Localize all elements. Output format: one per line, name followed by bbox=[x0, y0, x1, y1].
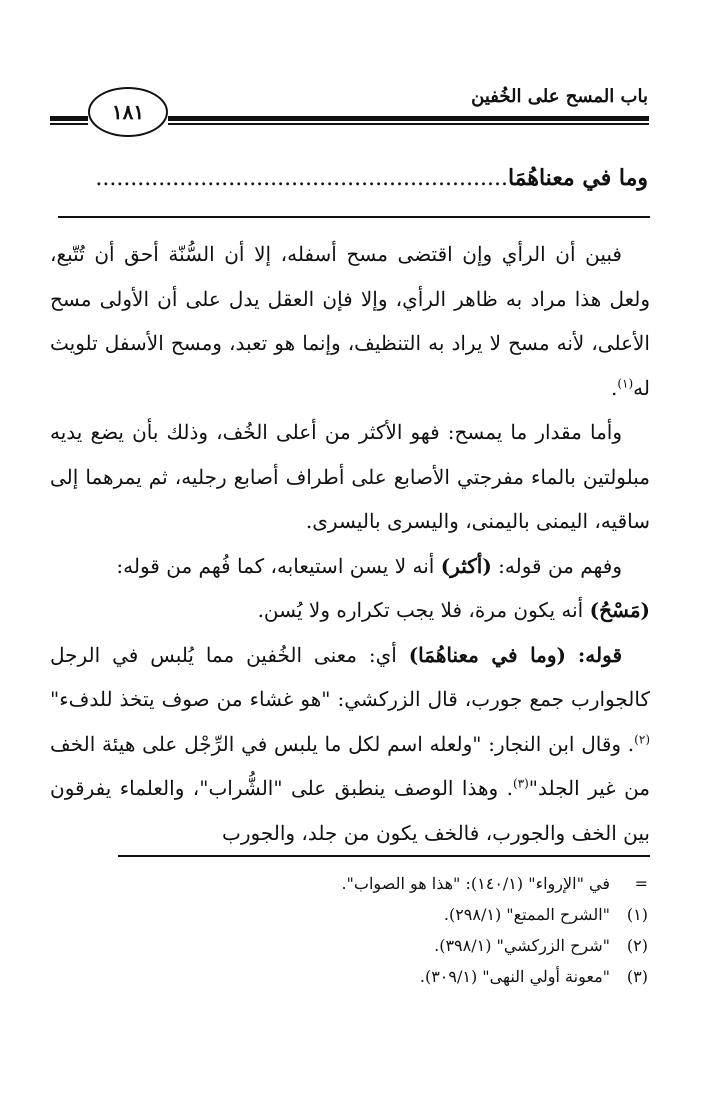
footnote-3 bbox=[128, 961, 648, 992]
footnote-ref-1: (١) bbox=[617, 375, 634, 390]
paragraph-4-term: (مَسْحُ) bbox=[589, 598, 650, 622]
paragraph-4 bbox=[50, 588, 650, 633]
paragraph-2: وأما مقدار ما يمسح: فهو الأكثر من أعلى الخُف، وذلك بأن يضع يديه مبلولتين بالماء مفرجتي الأصابع على أطراف أصابع رجليه، ثم يمرهما إلى ساقيه، اليمنى باليمنى، واليسرى باليسرى. bbox=[50, 420, 650, 533]
footnote-text: "معونة أولي النهى" (٣٠٩/١). bbox=[419, 967, 610, 986]
footnote-text: "الشرح الممتع" (٢٩٨/١). bbox=[443, 905, 610, 924]
page-number: ١٨١ bbox=[88, 87, 168, 137]
footnote-marker: (٣) bbox=[626, 967, 648, 986]
paragraph-1-text: فبين أن الرأي وإن اقتضى مسح أسفله، إلا أن السُّنّة أحق أن تُتّبع، ولعل هذا مراد به ظاهر الرأي، وإلا فإن العقل يدل على أن الأولى مسح الأعلى، لأنه مسح لا يراد به التنظيف، وإنما هو تعبد، ومسح الأسفل تلويث له bbox=[50, 242, 650, 400]
paragraph-4-rest: أنه يكون مرة، فلا يجب تكراره ولا يُسن. bbox=[257, 598, 584, 622]
paragraph-5 bbox=[50, 633, 650, 856]
footnote-marker: = bbox=[634, 874, 648, 893]
paragraph-3-term: (أكثر) bbox=[440, 553, 492, 578]
paragraph-3-lead: وفهم من قوله: bbox=[498, 553, 622, 578]
page-header bbox=[0, 0, 708, 140]
header-rule-left-heavy bbox=[50, 116, 88, 121]
header-rule-left-thin bbox=[50, 123, 88, 125]
running-title: باب المسح على الخُفين bbox=[471, 86, 648, 107]
paragraph-5-part1: أي: معنى الخُفين مما يُلبس في الرجل كالجوارب جمع جورب، قال الزركشي: "هو غشاء من صوف يتخذ للدفء" bbox=[50, 642, 650, 711]
section-heading-dots: ........................................................... bbox=[95, 166, 508, 191]
footnote-text: في "الإرواء" (١٤٠/١): "هذا هو الصواب". bbox=[341, 874, 610, 893]
footnote-ref-2: (٢) bbox=[634, 731, 650, 746]
paragraph-5-part3: . وهذا الوصف ينطبق على "الشُّراب"، والعلماء يفرقون بين الخف والجورب، فالخف يكون من جلد، والجورب bbox=[50, 776, 650, 845]
footnote-rule bbox=[118, 855, 650, 857]
paragraph-5-part2: . وقال ابن النجار: "ولعله اسم لكل ما يلبس في الرِّجْل على هيئة الخف من غير الجلد" bbox=[50, 731, 651, 800]
footnotes bbox=[128, 868, 648, 992]
footnote-marker: (٢) bbox=[626, 936, 648, 955]
header-rule-right-thin bbox=[168, 123, 649, 125]
header-rule-right-heavy bbox=[168, 116, 649, 121]
paragraph-1: فبين أن الرأي وإن اقتضى مسح أسفله، إلا أن السُّنّة أحق أن تُتّبع، ولعل هذا مراد به ظاهر الرأي، وإلا فإن العقل يدل على أن الأولى مسح الأعلى، لأنه مسح لا يراد به التنظيف، وإنما هو تعبد، ومسح الأسفل تلويث له$^{(١)}$. bbox=[50, 242, 650, 400]
section-heading-text: وما في معناهُمَا bbox=[507, 165, 648, 191]
section-heading bbox=[95, 165, 648, 191]
paragraph-5-term: (وما في معناهُمَا) bbox=[408, 642, 567, 667]
footnote-text: "شرح الزركشي" (٣٩٨/١). bbox=[434, 936, 610, 955]
heading-rule bbox=[58, 216, 650, 218]
paragraph-3 bbox=[50, 544, 650, 589]
footnote-2 bbox=[128, 930, 648, 961]
footnote-ref-3: (٣) bbox=[512, 776, 529, 791]
footnote-continued bbox=[128, 868, 648, 899]
paragraph-5-lead: قوله: bbox=[577, 642, 622, 667]
body-text bbox=[50, 232, 650, 855]
footnote-marker: (١) bbox=[626, 905, 648, 924]
paragraph-3-rest: أنه لا يسن استيعابه، كما فُهم من قوله: bbox=[116, 553, 435, 578]
footnote-1 bbox=[128, 899, 648, 930]
